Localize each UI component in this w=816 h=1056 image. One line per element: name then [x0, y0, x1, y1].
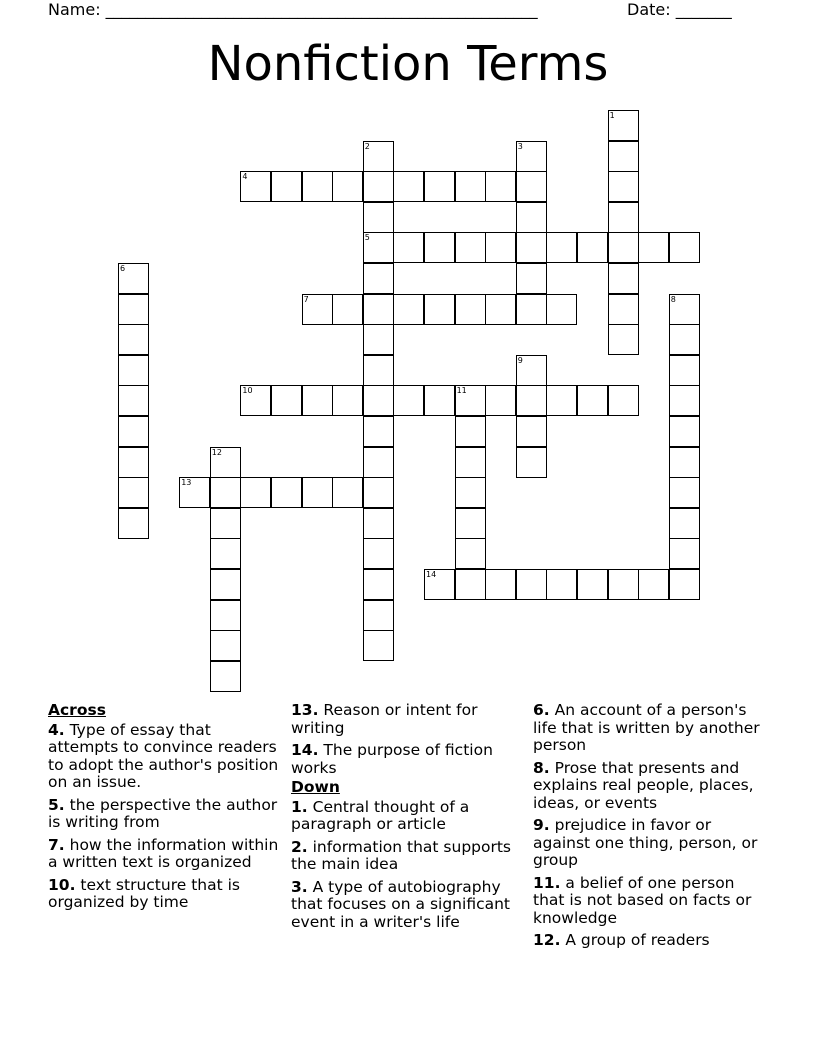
- clue-number: 14.: [291, 741, 319, 759]
- clue-column-1: [48, 702, 284, 917]
- crossword-cell[interactable]: [363, 447, 394, 478]
- clue-text: A group of readers: [565, 931, 710, 949]
- crossword-cell[interactable]: [669, 508, 700, 539]
- clue-number: 9.: [533, 816, 550, 834]
- crossword-cell[interactable]: [669, 324, 700, 355]
- crossword-cell[interactable]: [302, 171, 333, 202]
- clue-text: A type of autobiography that focuses on a significant event in a writer's life: [291, 877, 510, 931]
- crossword-cell[interactable]: [577, 385, 608, 416]
- crossword-cell[interactable]: [546, 385, 577, 416]
- clue-number: 4.: [48, 720, 65, 739]
- clue-down-1: [291, 799, 527, 834]
- cell-number: 12: [211, 447, 222, 457]
- clue-number: 8.: [533, 758, 550, 777]
- cell-number: 5: [364, 233, 370, 243]
- crossword-cell[interactable]: [210, 661, 241, 692]
- crossword-cell[interactable]: [118, 355, 149, 386]
- clue-column-3: [533, 702, 769, 955]
- crossword-cell[interactable]: [210, 447, 241, 478]
- crossword-cell[interactable]: [516, 232, 547, 263]
- crossword-cell[interactable]: [210, 538, 241, 569]
- crossword-cell[interactable]: [608, 263, 639, 294]
- crossword-cell[interactable]: [363, 569, 394, 600]
- clue-column-2: [291, 702, 527, 936]
- clue-across-10: [48, 877, 284, 912]
- crossword-cell[interactable]: [608, 171, 639, 202]
- clue-text: a belief of one person that is not based on facts or knowledge: [533, 873, 752, 927]
- crossword-cell[interactable]: [455, 569, 486, 600]
- crossword-cell[interactable]: [118, 294, 149, 325]
- cell-number: 8: [670, 294, 676, 304]
- crossword-cell[interactable]: [516, 447, 547, 478]
- clue-text: Type of essay that attempts to convince readers to adopt the author's position on an issue.: [48, 720, 279, 791]
- crossword-cell[interactable]: [118, 416, 149, 447]
- clue-down-6: [533, 702, 769, 755]
- clue-across-13: [291, 702, 527, 737]
- crossword-cell[interactable]: [455, 171, 486, 202]
- crossword-cell[interactable]: [546, 232, 577, 263]
- crossword-cell[interactable]: [608, 141, 639, 172]
- crossword-cell[interactable]: [240, 385, 271, 416]
- date-field-label: Date: _______: [627, 0, 732, 19]
- crossword-cell[interactable]: [455, 294, 486, 325]
- crossword-cell[interactable]: [210, 600, 241, 631]
- clue-number: 11.: [533, 873, 561, 892]
- crossword-cell[interactable]: [332, 477, 363, 508]
- clue-text: how the information within a written text is organized: [48, 835, 279, 871]
- crossword-cell[interactable]: [669, 232, 700, 263]
- crossword-cell[interactable]: [516, 385, 547, 416]
- clue-across-5: [48, 797, 284, 832]
- crossword-cell[interactable]: [118, 324, 149, 355]
- down-heading: Down: [291, 778, 340, 796]
- cell-number: 1: [609, 111, 615, 120]
- crossword-cell[interactable]: [118, 508, 149, 539]
- crossword-cell[interactable]: [271, 385, 302, 416]
- cell-number: 14: [426, 570, 437, 579]
- crossword-cell[interactable]: [363, 141, 394, 172]
- crossword-cell[interactable]: [424, 294, 455, 325]
- cell-number: 4: [242, 172, 248, 182]
- crossword-cell[interactable]: [516, 294, 547, 325]
- crossword-cell[interactable]: [485, 171, 516, 202]
- crossword-cell[interactable]: [608, 232, 639, 263]
- crossword-cell[interactable]: [455, 508, 486, 539]
- crossword-cell[interactable]: [210, 477, 241, 508]
- clue-number: 5.: [48, 795, 65, 814]
- name-field-label: Name: ______________________________________________________: [48, 0, 538, 19]
- crossword-cell[interactable]: [485, 294, 516, 325]
- crossword-cell[interactable]: [669, 355, 700, 386]
- crossword-cell[interactable]: [210, 630, 241, 661]
- crossword-cell[interactable]: [455, 447, 486, 478]
- clue-text: the perspective the author is writing from: [48, 795, 278, 831]
- crossword-cell[interactable]: [669, 294, 700, 325]
- crossword-cell[interactable]: [424, 232, 455, 263]
- crossword-cell[interactable]: [669, 447, 700, 478]
- clue-text: prejudice in favor or against one thing, person, or group: [533, 816, 758, 869]
- clue-text: Central thought of a paragraph or article: [291, 797, 470, 833]
- clue-text: Reason or intent for writing: [291, 701, 478, 737]
- crossword-cell[interactable]: [363, 294, 394, 325]
- crossword-cell[interactable]: [210, 508, 241, 539]
- crossword-cell[interactable]: [302, 385, 333, 416]
- crossword-cell[interactable]: [118, 385, 149, 416]
- crossword-cell[interactable]: [363, 324, 394, 355]
- crossword-cell[interactable]: [363, 508, 394, 539]
- crossword-cell[interactable]: [608, 294, 639, 325]
- clue-number: 12.: [533, 931, 561, 949]
- cell-number: 9: [517, 355, 523, 365]
- cell-number: 13: [181, 478, 192, 488]
- crossword-cell[interactable]: [455, 538, 486, 569]
- clue-text: information that supports the main idea: [291, 837, 511, 873]
- crossword-cell[interactable]: [608, 202, 639, 233]
- crossword-cell[interactable]: [608, 324, 639, 355]
- clue-text: An account of a person's life that is written by another person: [533, 701, 760, 754]
- clue-down-3: [291, 879, 527, 932]
- cell-number: 3: [517, 141, 523, 151]
- clue-number: 10.: [48, 875, 76, 894]
- crossword-cell[interactable]: [363, 538, 394, 569]
- crossword-cell[interactable]: [669, 416, 700, 447]
- clue-number: 6.: [533, 701, 550, 719]
- crossword-cell[interactable]: [424, 569, 455, 600]
- crossword-cell[interactable]: [669, 569, 700, 600]
- clue-text: Prose that presents and explains real people, places, ideas, or events: [533, 758, 754, 812]
- crossword-cell[interactable]: [516, 355, 547, 386]
- crossword-cell[interactable]: [393, 294, 424, 325]
- cell-number: 11: [456, 386, 467, 396]
- crossword-cell[interactable]: [179, 477, 210, 508]
- cell-number: 2: [364, 141, 370, 151]
- crossword-cell[interactable]: [118, 263, 149, 294]
- crossword-cell[interactable]: [271, 171, 302, 202]
- crossword-cell[interactable]: [455, 385, 486, 416]
- clue-number: 13.: [291, 701, 319, 719]
- crossword-cell[interactable]: [363, 263, 394, 294]
- crossword-cell[interactable]: [669, 385, 700, 416]
- crossword-cell[interactable]: [363, 202, 394, 233]
- crossword-cell[interactable]: [302, 294, 333, 325]
- clue-down-11: [533, 875, 769, 928]
- clue-down-9: [533, 817, 769, 870]
- crossword-cell[interactable]: [363, 630, 394, 661]
- crossword-cell[interactable]: [638, 569, 669, 600]
- crossword-cell[interactable]: [118, 477, 149, 508]
- clue-number: 1.: [291, 797, 308, 816]
- crossword-cell[interactable]: [363, 477, 394, 508]
- crossword-cell[interactable]: [424, 385, 455, 416]
- crossword-cell[interactable]: [669, 477, 700, 508]
- crossword-cell[interactable]: [332, 171, 363, 202]
- crossword-cell[interactable]: [240, 477, 271, 508]
- clue-across-7: [48, 837, 284, 872]
- crossword-cell[interactable]: [363, 171, 394, 202]
- crossword-cell[interactable]: [669, 538, 700, 569]
- crossword-cell[interactable]: [608, 569, 639, 600]
- crossword-cell[interactable]: [577, 232, 608, 263]
- clue-text: The purpose of fiction works: [291, 741, 493, 777]
- clue-across-4: [48, 722, 284, 792]
- cell-number: 7: [303, 294, 309, 304]
- across-heading: Across: [48, 701, 106, 719]
- clue-across-14: [291, 742, 527, 777]
- crossword-cell[interactable]: [546, 569, 577, 600]
- crossword-cell[interactable]: [393, 171, 424, 202]
- crossword-cell[interactable]: [455, 477, 486, 508]
- crossword-cell[interactable]: [516, 263, 547, 294]
- crossword-cell[interactable]: [332, 385, 363, 416]
- crossword-cell[interactable]: [240, 171, 271, 202]
- clue-text: text structure that is organized by time: [48, 875, 240, 911]
- clue-down-8: [533, 760, 769, 813]
- crossword-cell[interactable]: [118, 447, 149, 478]
- crossword-cell[interactable]: [485, 232, 516, 263]
- clue-number: 2.: [291, 837, 308, 856]
- crossword-cell[interactable]: [516, 202, 547, 233]
- crossword-cell[interactable]: [546, 294, 577, 325]
- crossword-cell[interactable]: [363, 385, 394, 416]
- crossword-cell[interactable]: [271, 477, 302, 508]
- crossword-cell[interactable]: [516, 141, 547, 172]
- crossword-cell[interactable]: [424, 171, 455, 202]
- crossword-cell[interactable]: [393, 232, 424, 263]
- clue-down-12: [533, 932, 769, 950]
- crossword-cell[interactable]: [302, 477, 333, 508]
- crossword-cell[interactable]: [210, 569, 241, 600]
- crossword-cell[interactable]: [455, 416, 486, 447]
- crossword-cell[interactable]: [608, 385, 639, 416]
- crossword-cell[interactable]: [577, 569, 608, 600]
- crossword-cell[interactable]: [393, 385, 424, 416]
- crossword-cell[interactable]: [516, 171, 547, 202]
- crossword-cell[interactable]: [363, 600, 394, 631]
- crossword-cell[interactable]: [608, 110, 639, 141]
- clue-number: 3.: [291, 877, 308, 896]
- cell-number: 10: [242, 386, 253, 396]
- crossword-cell[interactable]: [363, 416, 394, 447]
- crossword-cell[interactable]: [485, 569, 516, 600]
- crossword-cell[interactable]: [455, 232, 486, 263]
- crossword-cell[interactable]: [638, 232, 669, 263]
- clue-down-2: [291, 839, 527, 874]
- cell-number: 6: [120, 264, 126, 273]
- crossword-cell[interactable]: [516, 569, 547, 600]
- page-title: Nonfiction Terms: [207, 36, 609, 92]
- crossword-cell[interactable]: [363, 355, 394, 386]
- crossword-cell[interactable]: [516, 416, 547, 447]
- clue-number: 7.: [48, 835, 65, 854]
- crossword-cell[interactable]: [485, 385, 516, 416]
- crossword-cell[interactable]: [363, 232, 394, 263]
- crossword-cell[interactable]: [332, 294, 363, 325]
